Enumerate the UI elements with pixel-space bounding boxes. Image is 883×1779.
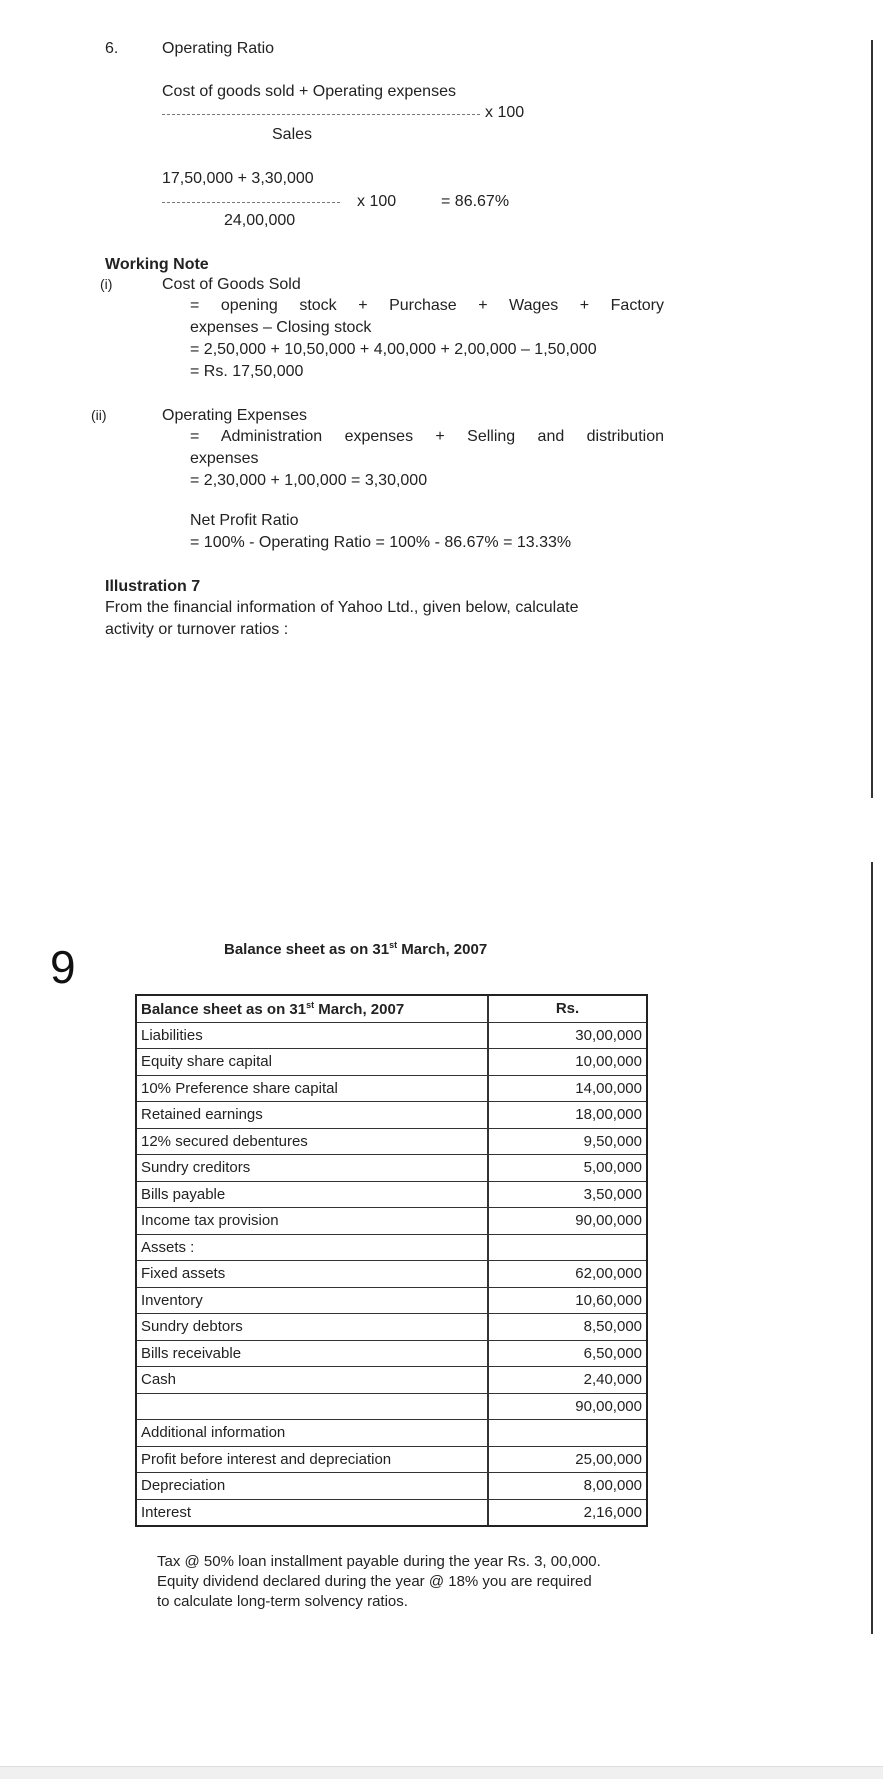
- row-value: 10,00,000: [489, 1049, 648, 1076]
- row-value: 8,50,000: [489, 1314, 648, 1341]
- row-label: Sundry debtors: [136, 1314, 488, 1341]
- formula-times: x 100: [485, 104, 525, 121]
- page-edge-line-bottom: [871, 862, 873, 1634]
- row-label: Profit before interest and depreciation: [136, 1446, 488, 1473]
- row-label: 12% secured debentures: [136, 1128, 488, 1155]
- calc-fraction-line: [162, 202, 340, 203]
- note2-line3: = 2,30,000 + 1,00,000 = 3,30,000: [190, 472, 428, 489]
- row-label: Cash: [136, 1367, 488, 1394]
- row-label: Assets :: [136, 1234, 488, 1261]
- table-row: [136, 1075, 647, 1102]
- calc-result: = 86.67%: [441, 193, 510, 210]
- row-label: Liabilities: [136, 1022, 488, 1049]
- table-row: [136, 1049, 647, 1076]
- table-row: [136, 1102, 647, 1129]
- table-row: [136, 1022, 647, 1049]
- row-label: [136, 1393, 488, 1420]
- calc-numerator: 17,50,000 + 3,30,000: [162, 170, 314, 187]
- footer-line1: Tax @ 50% loan installment payable during the year Rs. 3, 00,000.: [157, 1553, 601, 1570]
- bottom-scroll-bar: [0, 1766, 883, 1779]
- row-label: Bills receivable: [136, 1340, 488, 1367]
- header-title-cell: Balance sheet as on 31st March, 2007: [136, 995, 488, 1022]
- npr-title: Net Profit Ratio: [190, 512, 299, 529]
- row-label: Additional information: [136, 1420, 488, 1447]
- row-label: Fixed assets: [136, 1261, 488, 1288]
- row-value: 30,00,000: [489, 1022, 648, 1049]
- note1-line4: = Rs. 17,50,000: [190, 363, 304, 380]
- row-value: [489, 1234, 648, 1261]
- row-label: Depreciation: [136, 1473, 488, 1500]
- row-value: 2,16,000: [489, 1499, 648, 1526]
- note1-label: (i): [100, 276, 113, 292]
- footer-line2: Equity dividend declared during the year @ 18% you are required: [157, 1573, 592, 1590]
- row-value: 18,00,000: [489, 1102, 648, 1129]
- row-label: Sundry creditors: [136, 1155, 488, 1182]
- row-label: Inventory: [136, 1287, 488, 1314]
- row-value: 25,00,000: [489, 1446, 648, 1473]
- table-row: [136, 1393, 647, 1420]
- illustration-line2: activity or turnover ratios :: [105, 621, 289, 638]
- row-label: Interest: [136, 1499, 488, 1526]
- row-label: Income tax provision: [136, 1208, 488, 1235]
- header-rs-cell: Rs.: [489, 995, 648, 1022]
- page-edge-line-top: [871, 40, 873, 798]
- formula-fraction-line: [162, 114, 480, 115]
- calc-denominator: 24,00,000: [224, 212, 296, 229]
- row-value: 10,60,000: [489, 1287, 648, 1314]
- note2-label: (ii): [91, 407, 107, 423]
- row-value: 90,00,000: [489, 1208, 648, 1235]
- row-value: 5,00,000: [489, 1155, 648, 1182]
- page-number: 9: [50, 941, 76, 993]
- table-row: [136, 1155, 647, 1182]
- table-caption: Balance sheet as on 31st March, 2007: [224, 940, 488, 958]
- item-number: 6.: [105, 40, 119, 57]
- table-row: [136, 1367, 647, 1394]
- row-value: 14,00,000: [489, 1075, 648, 1102]
- formula-denominator: Sales: [272, 126, 313, 143]
- table-row: [136, 1181, 647, 1208]
- section-title: Operating Ratio: [162, 40, 275, 57]
- row-value: 2,40,000: [489, 1367, 648, 1394]
- table-row: [136, 1499, 647, 1526]
- row-value: [489, 1420, 648, 1447]
- table-row: [136, 1473, 647, 1500]
- note1-line3: = 2,50,000 + 10,50,000 + 4,00,000 + 2,00,000 – 1,50,000: [190, 341, 597, 358]
- note2-line1: = Administration expenses + Selling and distribution: [190, 428, 664, 445]
- note1-line1: = opening stock + Purchase + Wages + Factory: [190, 297, 664, 314]
- row-label: Equity share capital: [136, 1049, 488, 1076]
- balance-sheet-table: [135, 994, 648, 1527]
- row-value: 6,50,000: [489, 1340, 648, 1367]
- calc-times: x 100: [357, 193, 397, 210]
- row-label: Retained earnings: [136, 1102, 488, 1129]
- table-row: [136, 1208, 647, 1235]
- row-value: 9,50,000: [489, 1128, 648, 1155]
- row-value: 3,50,000: [489, 1181, 648, 1208]
- formula-numerator: Cost of goods sold + Operating expenses: [162, 83, 456, 100]
- npr-line: = 100% - Operating Ratio = 100% - 86.67% = 13.33%: [190, 534, 572, 551]
- table-row: [136, 1287, 647, 1314]
- row-value: 90,00,000: [489, 1393, 648, 1420]
- table-row: [136, 1234, 647, 1261]
- footer-line3: to calculate long-term solvency ratios.: [157, 1593, 408, 1610]
- row-value: 8,00,000: [489, 1473, 648, 1500]
- table-row: [136, 1314, 647, 1341]
- table-row: [136, 1128, 647, 1155]
- row-label: 10% Preference share capital: [136, 1075, 488, 1102]
- table-header-row: [136, 995, 647, 1022]
- note2-line2: expenses: [190, 450, 259, 467]
- note1-title: Cost of Goods Sold: [162, 276, 301, 293]
- row-label: Bills payable: [136, 1181, 488, 1208]
- working-note-heading: Working Note: [105, 256, 209, 273]
- table-row: [136, 1261, 647, 1288]
- table-row: [136, 1340, 647, 1367]
- illustration-line1: From the financial information of Yahoo Ltd., given below, calculate: [105, 599, 579, 616]
- illustration-title: Illustration 7: [105, 578, 201, 595]
- note2-title: Operating Expenses: [162, 407, 307, 424]
- row-value: 62,00,000: [489, 1261, 648, 1288]
- table-row: [136, 1446, 647, 1473]
- note1-line2: expenses – Closing stock: [190, 319, 372, 336]
- table-row: [136, 1420, 647, 1447]
